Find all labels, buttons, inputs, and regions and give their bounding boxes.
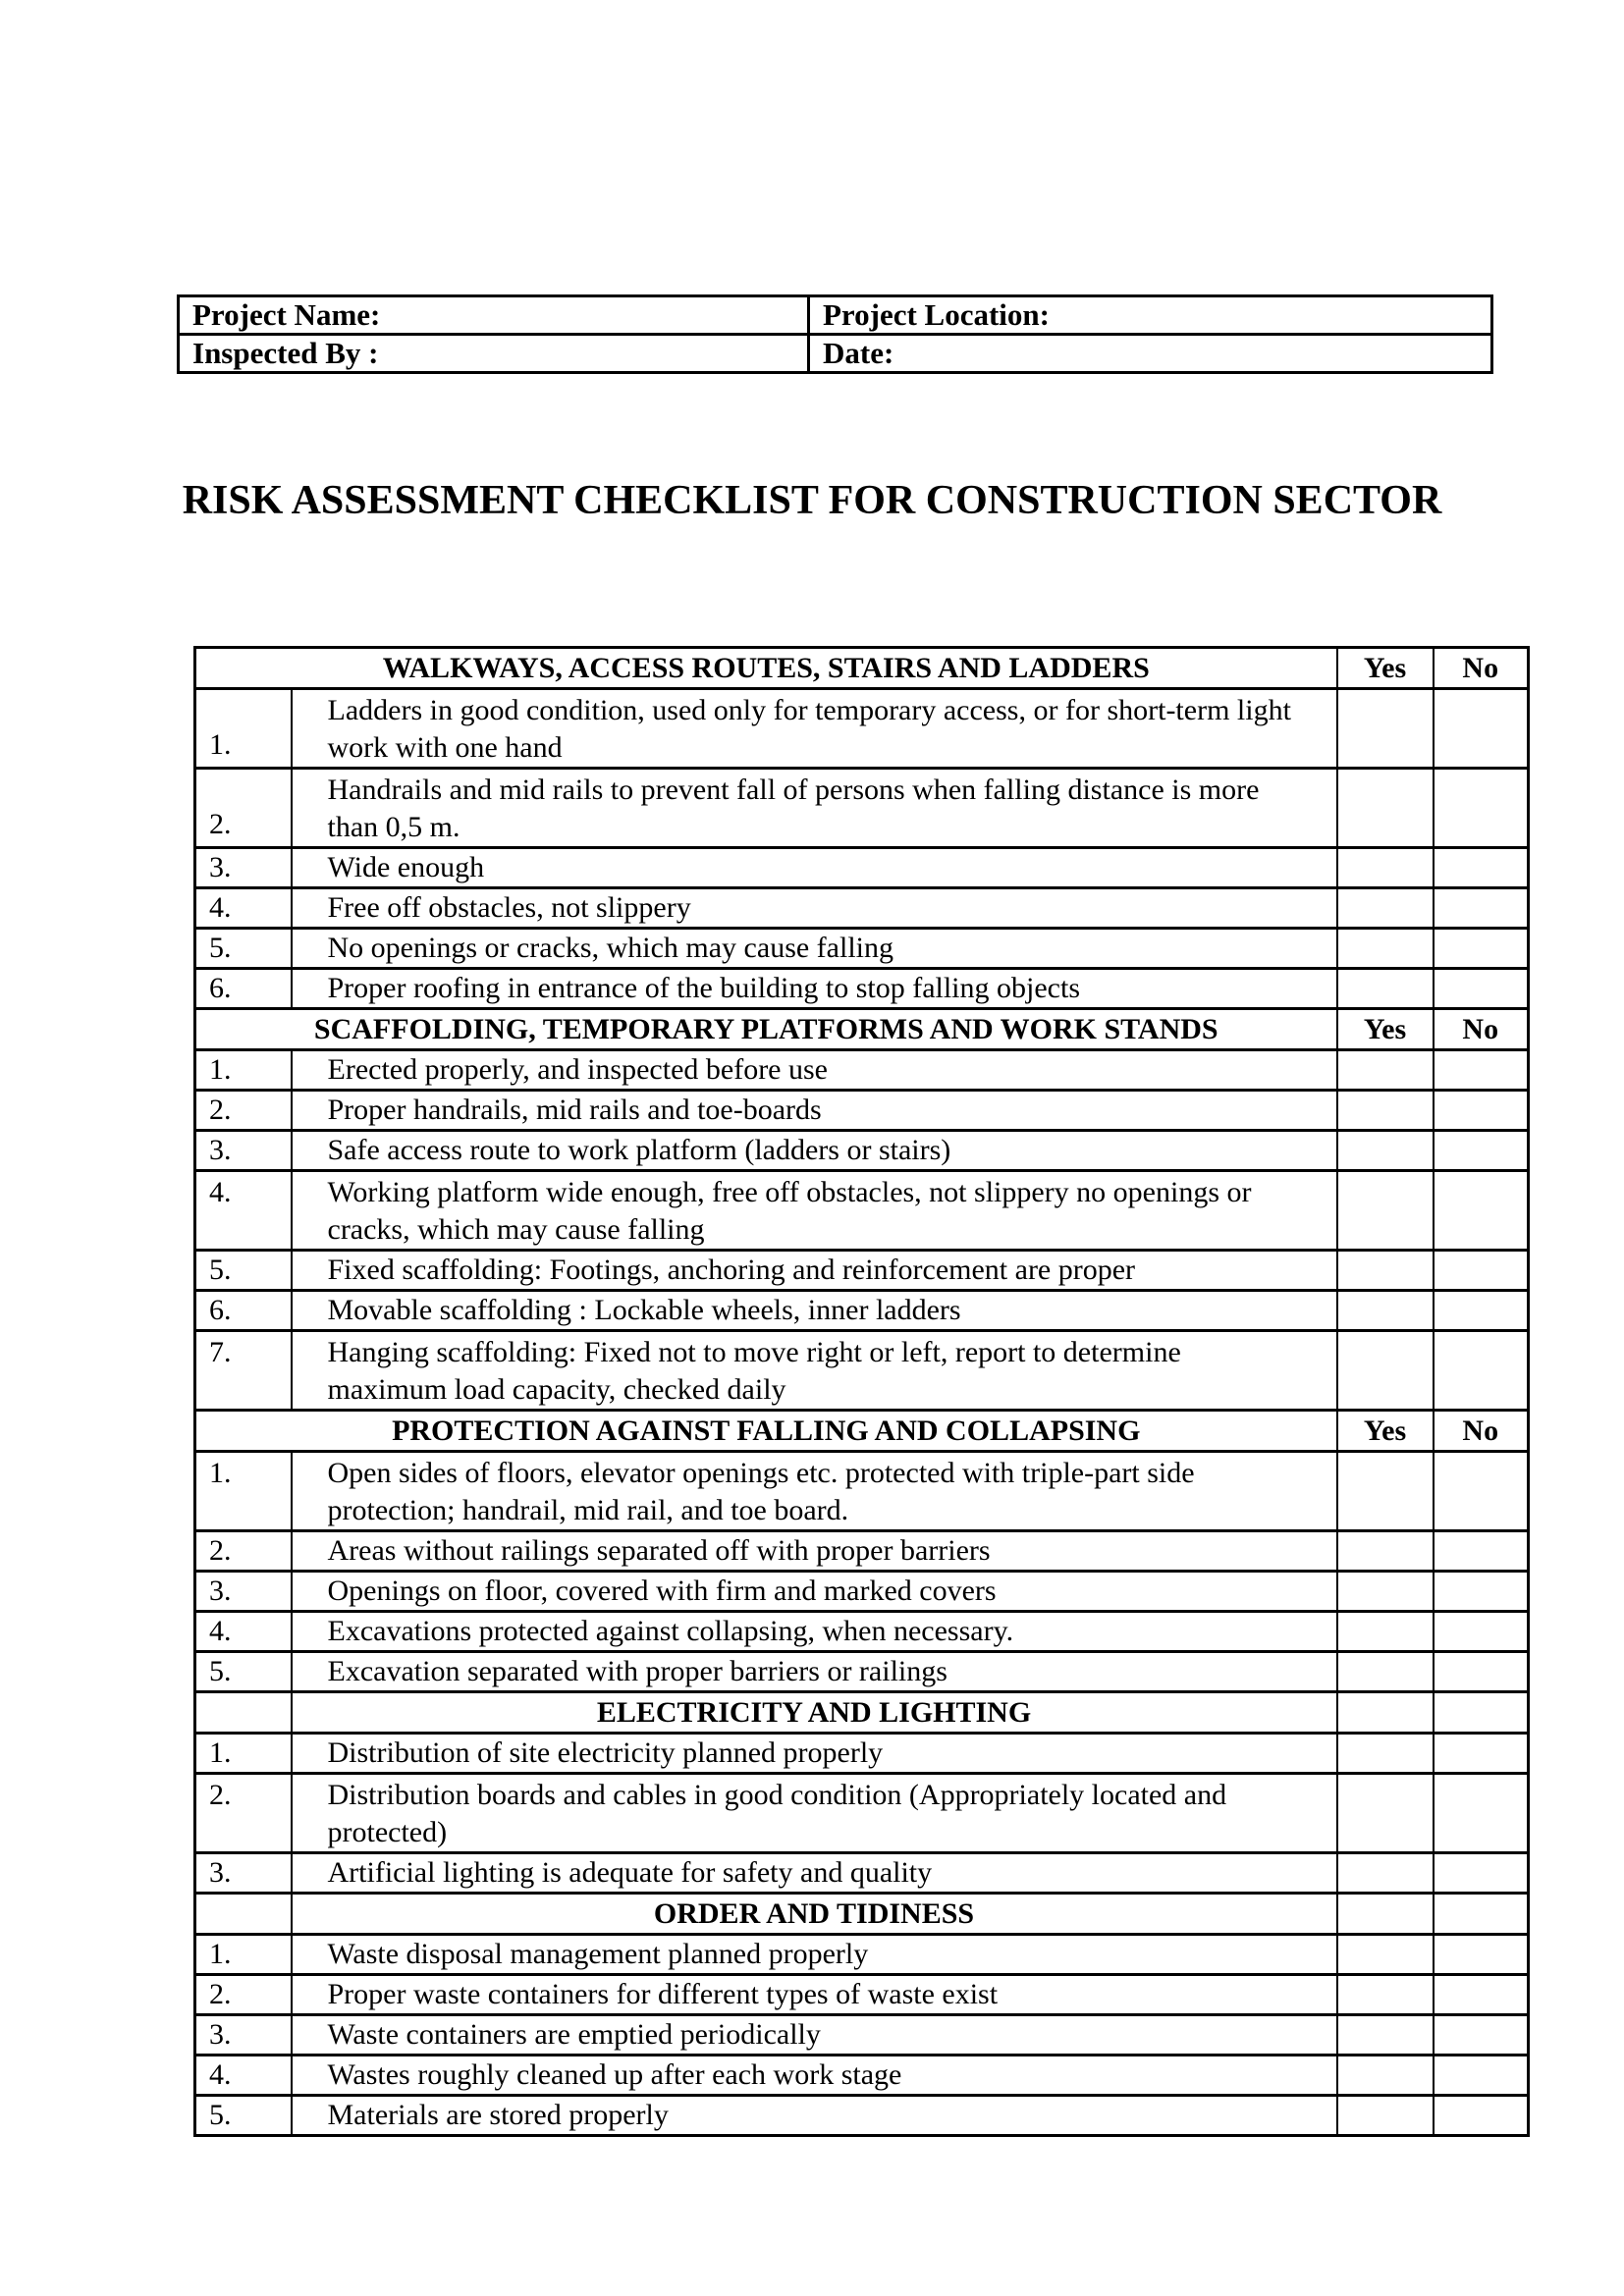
no-answer-cell	[1434, 1291, 1529, 1331]
item-number: 6.	[195, 969, 292, 1009]
no-answer-cell	[1434, 1531, 1529, 1572]
item-description: Proper roofing in entrance of the building to stop falling objects	[292, 969, 1337, 1009]
no-column-header	[1434, 1692, 1529, 1734]
section-header-row	[195, 1411, 1529, 1452]
item-description: Waste disposal management planned properly	[292, 1935, 1337, 1975]
checklist-item-row	[195, 848, 1529, 888]
yes-answer-cell	[1337, 848, 1434, 888]
item-description: Safe access route to work platform (ladders or stairs)	[292, 1131, 1337, 1171]
item-number: 4.	[195, 1171, 292, 1251]
item-number: 2.	[195, 1774, 292, 1853]
checklist-item-row	[195, 1291, 1529, 1331]
item-number: 2.	[195, 1531, 292, 1572]
item-number: 5.	[195, 2096, 292, 2136]
item-description: Proper waste containers for different types of waste exist	[292, 1975, 1337, 2015]
inspected-by-label: Inspected By :	[179, 335, 809, 373]
number-cell-empty	[195, 1692, 292, 1734]
checklist-item-row	[195, 769, 1529, 848]
no-answer-cell	[1434, 2056, 1529, 2096]
yes-answer-cell	[1337, 1251, 1434, 1291]
item-description: Hanging scaffolding: Fixed not to move right or left, report to determine maximum load capacity, checked daily	[292, 1331, 1337, 1411]
checklist-item-row	[195, 1050, 1529, 1091]
no-answer-cell	[1434, 848, 1529, 888]
checklist-item-row	[195, 1734, 1529, 1774]
project-info-row	[179, 335, 1492, 373]
project-location-label: Project Location:	[809, 296, 1492, 335]
section-header-row	[195, 1009, 1529, 1050]
no-answer-cell	[1434, 1050, 1529, 1091]
section-title: WALKWAYS, ACCESS ROUTES, STAIRS AND LADDERS	[195, 648, 1337, 689]
item-description: Artificial lighting is adequate for safety and quality	[292, 1853, 1337, 1894]
checklist-item-row	[195, 1531, 1529, 1572]
yes-answer-cell	[1337, 1331, 1434, 1411]
no-answer-cell	[1434, 1935, 1529, 1975]
item-number: 6.	[195, 1291, 292, 1331]
page-title: RISK ASSESSMENT CHECKLIST FOR CONSTRUCTION SECTOR	[182, 478, 1442, 523]
item-description: Excavations protected against collapsing, when necessary.	[292, 1612, 1337, 1652]
checklist-item-row	[195, 1452, 1529, 1531]
item-number: 2.	[195, 769, 292, 848]
item-description: Distribution boards and cables in good condition (Appropriately located and protected)	[292, 1774, 1337, 1853]
yes-answer-cell	[1337, 929, 1434, 969]
yes-column-header: Yes	[1337, 1411, 1434, 1452]
item-description: Open sides of floors, elevator openings etc. protected with triple-part side protection; handrail, mid rail, and toe board.	[292, 1452, 1337, 1531]
yes-answer-cell	[1337, 2015, 1434, 2056]
section-header-row	[195, 648, 1529, 689]
yes-column-header: Yes	[1337, 1009, 1434, 1050]
yes-answer-cell	[1337, 969, 1434, 1009]
checklist-item-row	[195, 1131, 1529, 1171]
item-description: Handrails and mid rails to prevent fall of persons when falling distance is more than 0,5 m.	[292, 769, 1337, 848]
checklist-item-row	[195, 1975, 1529, 2015]
yes-answer-cell	[1337, 1975, 1434, 2015]
no-answer-cell	[1434, 1131, 1529, 1171]
item-description: Ladders in good condition, used only for temporary access, or for short-term light work with one hand	[292, 689, 1337, 769]
yes-answer-cell	[1337, 1131, 1434, 1171]
yes-answer-cell	[1337, 1452, 1434, 1531]
item-description: Free off obstacles, not slippery	[292, 888, 1337, 929]
item-number: 1.	[195, 1734, 292, 1774]
item-number: 3.	[195, 1131, 292, 1171]
checklist-item-row	[195, 1612, 1529, 1652]
yes-answer-cell	[1337, 1935, 1434, 1975]
item-description: Materials are stored properly	[292, 2096, 1337, 2136]
item-number: 5.	[195, 1251, 292, 1291]
no-answer-cell	[1434, 1774, 1529, 1853]
yes-answer-cell	[1337, 2096, 1434, 2136]
item-number: 3.	[195, 1572, 292, 1612]
item-description: Waste containers are emptied periodically	[292, 2015, 1337, 2056]
checklist-item-row	[195, 1572, 1529, 1612]
yes-answer-cell	[1337, 1171, 1434, 1251]
yes-answer-cell	[1337, 1291, 1434, 1331]
checklist-item-row	[195, 888, 1529, 929]
checklist-item-row	[195, 929, 1529, 969]
checklist-item-row	[195, 1652, 1529, 1692]
no-answer-cell	[1434, 2015, 1529, 2056]
item-number: 2.	[195, 1975, 292, 2015]
checklist-item-row	[195, 1171, 1529, 1251]
yes-answer-cell	[1337, 689, 1434, 769]
item-number: 4.	[195, 2056, 292, 2096]
checklist-item-row	[195, 1331, 1529, 1411]
yes-answer-cell	[1337, 1572, 1434, 1612]
section-header-row	[195, 1894, 1529, 1935]
item-number: 1.	[195, 689, 292, 769]
no-answer-cell	[1434, 888, 1529, 929]
no-answer-cell	[1434, 969, 1529, 1009]
checklist-item-row	[195, 689, 1529, 769]
no-answer-cell	[1434, 1251, 1529, 1291]
item-number: 4.	[195, 1612, 292, 1652]
no-answer-cell	[1434, 1572, 1529, 1612]
no-answer-cell	[1434, 1734, 1529, 1774]
yes-answer-cell	[1337, 1734, 1434, 1774]
item-number: 3.	[195, 2015, 292, 2056]
no-column-header	[1434, 1894, 1529, 1935]
checklist-item-row	[195, 1935, 1529, 1975]
item-number: 3.	[195, 848, 292, 888]
no-answer-cell	[1434, 929, 1529, 969]
yes-answer-cell	[1337, 1612, 1434, 1652]
checklist-item-row	[195, 1251, 1529, 1291]
yes-answer-cell	[1337, 769, 1434, 848]
item-number: 1.	[195, 1935, 292, 1975]
item-number: 5.	[195, 1652, 292, 1692]
yes-answer-cell	[1337, 1774, 1434, 1853]
yes-answer-cell	[1337, 1853, 1434, 1894]
item-number: 1.	[195, 1050, 292, 1091]
checklist-item-row	[195, 2096, 1529, 2136]
date-label: Date:	[809, 335, 1492, 373]
item-description: Excavation separated with proper barriers or railings	[292, 1652, 1337, 1692]
item-number: 1.	[195, 1452, 292, 1531]
item-description: Working platform wide enough, free off obstacles, not slippery no openings or cracks, which may cause falling	[292, 1171, 1337, 1251]
checklist-item-row	[195, 969, 1529, 1009]
item-description: Wide enough	[292, 848, 1337, 888]
item-number: 2.	[195, 1091, 292, 1131]
no-answer-cell	[1434, 1171, 1529, 1251]
yes-answer-cell	[1337, 1531, 1434, 1572]
checklist-table	[193, 646, 1530, 2137]
checklist-item-row	[195, 2015, 1529, 2056]
checklist-item-row	[195, 1853, 1529, 1894]
no-column-header: No	[1434, 1009, 1529, 1050]
checklist-item-row	[195, 1091, 1529, 1131]
item-description: Proper handrails, mid rails and toe-boards	[292, 1091, 1337, 1131]
item-description: Areas without railings separated off with proper barriers	[292, 1531, 1337, 1572]
item-description: Movable scaffolding : Lockable wheels, inner ladders	[292, 1291, 1337, 1331]
yes-column-header	[1337, 1894, 1434, 1935]
item-description: Distribution of site electricity planned properly	[292, 1734, 1337, 1774]
item-description: No openings or cracks, which may cause falling	[292, 929, 1337, 969]
yes-answer-cell	[1337, 1652, 1434, 1692]
yes-answer-cell	[1337, 2056, 1434, 2096]
no-answer-cell	[1434, 689, 1529, 769]
number-cell-empty	[195, 1894, 292, 1935]
item-description: Fixed scaffolding: Footings, anchoring and reinforcement are proper	[292, 1251, 1337, 1291]
item-description: Erected properly, and inspected before use	[292, 1050, 1337, 1091]
item-number: 3.	[195, 1853, 292, 1894]
section-title: ORDER AND TIDINESS	[292, 1894, 1337, 1935]
checklist-item-row	[195, 1774, 1529, 1853]
project-name-label: Project Name:	[179, 296, 809, 335]
no-answer-cell	[1434, 1975, 1529, 2015]
section-header-row	[195, 1692, 1529, 1734]
no-answer-cell	[1434, 2096, 1529, 2136]
no-answer-cell	[1434, 1652, 1529, 1692]
no-answer-cell	[1434, 1331, 1529, 1411]
yes-column-header: Yes	[1337, 648, 1434, 689]
section-title: PROTECTION AGAINST FALLING AND COLLAPSING	[195, 1411, 1337, 1452]
no-column-header: No	[1434, 648, 1529, 689]
no-answer-cell	[1434, 1853, 1529, 1894]
item-number: 7.	[195, 1331, 292, 1411]
no-answer-cell	[1434, 1091, 1529, 1131]
yes-answer-cell	[1337, 888, 1434, 929]
yes-answer-cell	[1337, 1050, 1434, 1091]
project-info-row	[179, 296, 1492, 335]
project-info-table	[177, 294, 1493, 374]
no-answer-cell	[1434, 1612, 1529, 1652]
checklist-item-row	[195, 2056, 1529, 2096]
yes-answer-cell	[1337, 1091, 1434, 1131]
item-number: 4.	[195, 888, 292, 929]
item-description: Wastes roughly cleaned up after each work stage	[292, 2056, 1337, 2096]
yes-column-header	[1337, 1692, 1434, 1734]
no-answer-cell	[1434, 1452, 1529, 1531]
section-title: SCAFFOLDING, TEMPORARY PLATFORMS AND WORK STANDS	[195, 1009, 1337, 1050]
no-answer-cell	[1434, 769, 1529, 848]
section-title: ELECTRICITY AND LIGHTING	[292, 1692, 1337, 1734]
item-number: 5.	[195, 929, 292, 969]
item-description: Openings on floor, covered with firm and marked covers	[292, 1572, 1337, 1612]
no-column-header: No	[1434, 1411, 1529, 1452]
